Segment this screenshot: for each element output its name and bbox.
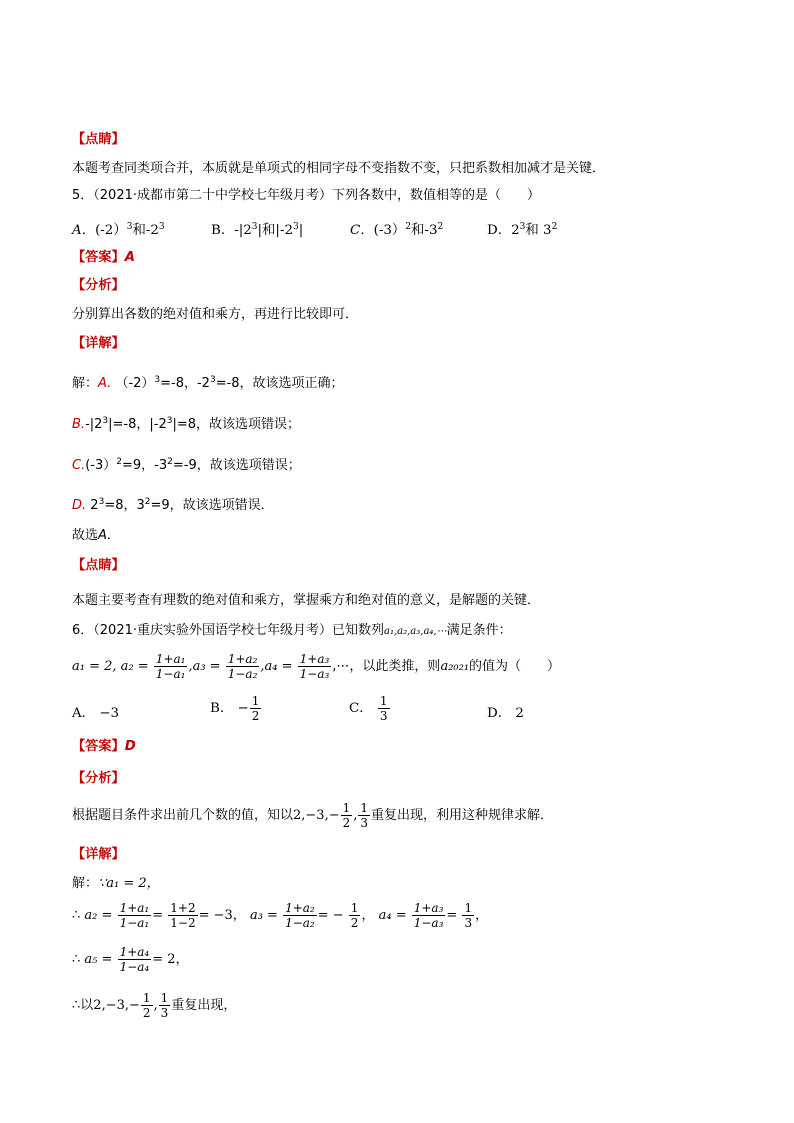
q6-answer: 【答案】D [72, 739, 136, 754]
q6-conditions: a₁ = 2, a₂ = $\frac{\text{1+a₁}}{\text{1−a₁}}$ ,a₃ = $\frac{\text{1+a₂}}{\text{1−a₂}}$ ,a₄ = $\frac{\text{1+a₃}}{\text{1−a₃}}$ ,⋯，以此类推，则a₂₀₂₁的值为（ ） [72, 652, 561, 681]
q5-option-b: B．$-|2^3|$和$|-2^3|$ [211, 222, 304, 238]
q5-conclusion: 故选A． [72, 528, 120, 543]
q6-solution-step3: ∴以2,−3,− $\frac{1}{2}$ , $\frac{1}{3}$ 重复出现， [72, 991, 237, 1020]
q5-answer: 【答案】A [72, 250, 135, 265]
frac-a4: $\frac{\text{1+a₃}}{\text{1−a₃}}$ [299, 652, 330, 681]
q6-option-d: D． 2 [487, 706, 524, 721]
q5-section-xiangjie: 【详解】 [72, 336, 125, 351]
q4-dianjing-text: 本题考查同类项合并，本质就是单项式的相同字母不变指数不变，只把系数相加减才是关键． [72, 161, 606, 176]
q5-stem: 5．（2021·成都市第二十中学校七年级月考）下列各数中，数值相等的是（ ） [72, 188, 540, 203]
q6-option-b: B． − $\frac{1}{2}$ [210, 694, 260, 723]
q5-analysis: 分别算出各数的绝对值和乘方，再进行比较即可． [72, 307, 359, 322]
q6-solution-step1: ∴ a₂ = $\frac{\text{1+a₁}}{\text{1−a₁}}$ = $\frac{1+2}{1-2}$ = −3， a₃ = $\frac{\text{1+a₂}}{\text{1−a₂}}$ = − $\frac{1}{2}$ ， a₄ = $\frac{\text{1+a₃}}{\text{1−a₃}}$ = $\frac{1}{3}$ ， [72, 901, 489, 930]
q5-option-c: C．(-3）$^2$和$-3^2$ [350, 222, 444, 238]
q6-section-xiangjie: 【详解】 [72, 847, 125, 862]
q6-stem: 6．（2021·重庆实验外国语学校七年级月考）已知数列a₁,a₂,a₃,a₄,⋯满足条件： [72, 623, 512, 638]
q5-section-fenxi: 【分析】 [72, 278, 125, 293]
q5-solution-d: D. $2^3=8$，$3^2=9$，故该选项错误． [72, 497, 274, 513]
section-dianjing: 【点睛】 [72, 132, 125, 147]
q6-option-a: A． −3 [72, 706, 120, 721]
q6-analysis: 根据题目条件求出前几个数的值，知以2,−3,− $\frac{1}{2}$ , $\frac{1}{3}$ 重复出现，利用这种规律求解． [72, 801, 554, 830]
q5-option-a: A．(-2）$^3$和$-2^3$ [72, 222, 165, 238]
q6-option-c: C． $\frac{1}{3}$ [349, 694, 388, 723]
q5-solution-b: $B.-|2^3|=-8$，$|-2^3|=8$，故该选项错误； [72, 416, 300, 432]
q5-solution-c: C.(-3）$^2$=9，$-3^2=-9$，故该选项错误； [72, 457, 301, 473]
frac-a3: $\frac{\text{1+a₂}}{\text{1−a₂}}$ [227, 652, 258, 681]
q5-section-dianjing: 【点睛】 [72, 558, 125, 573]
q6-section-fenxi: 【分析】 [72, 771, 125, 786]
q5-option-d: D．$2^3$和 $3^2$ [487, 222, 558, 238]
q6-solution-start: 解：∵a₁ = 2， [72, 876, 160, 891]
q5-solution-a: 解：A. $(-2)^3=-8$，$-2^3=-8$，故该选项正确； [72, 375, 344, 391]
q6-solution-step2: ∴ a₅ = $\frac{\text{1+a₄}}{\text{1−a₄}}$ = 2， [72, 945, 189, 974]
q5-dianjing-text: 本题主要考查有理数的绝对值和乘方，掌握乘方和绝对值的意义，是解题的关键． [72, 593, 541, 608]
frac-a2: $\frac{\text{1+a₁}}{\text{1−a₁}}$ [155, 652, 186, 681]
